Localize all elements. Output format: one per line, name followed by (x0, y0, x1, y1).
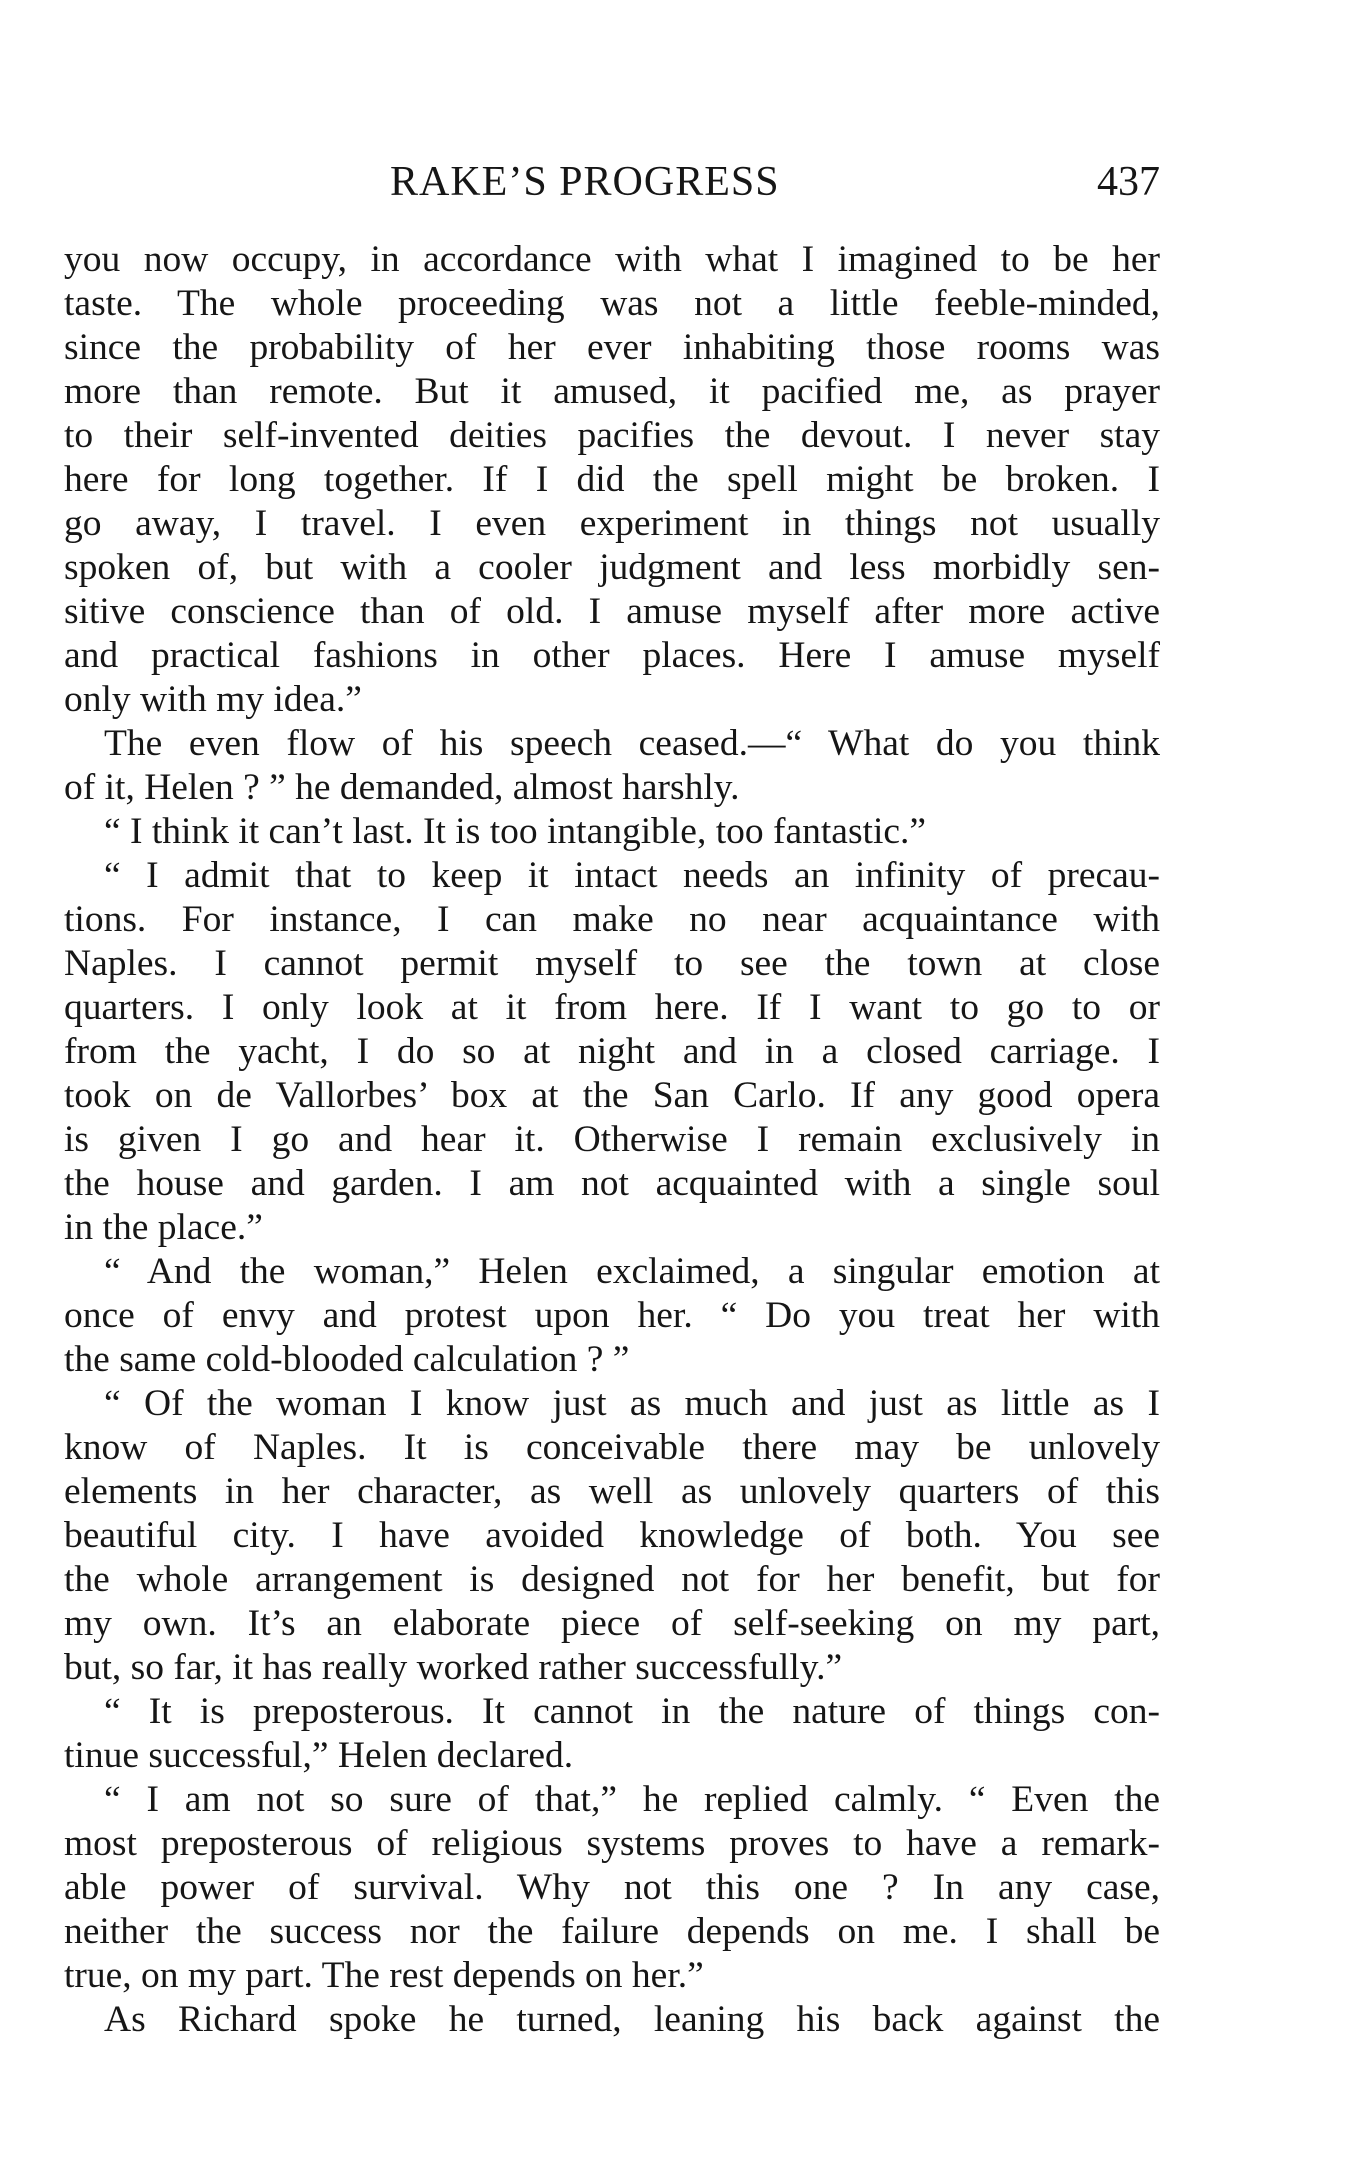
text-line: “ I am not so sure of that,” he replied calmly. “ Even the (104, 1779, 1160, 1820)
text-line: the same cold-blooded calculation ? ” (64, 1339, 630, 1380)
text-line: “ It is preposterous. It cannot in the nature of things con- (104, 1691, 1160, 1732)
text-line: more than remote. But it amused, it pacified me, as prayer (64, 371, 1160, 412)
body-text (64, 238, 1160, 2042)
text-line: once of envy and protest upon her. “ Do you treat her with (64, 1295, 1160, 1336)
text-line: is given I go and hear it. Otherwise I remain exclusively in (64, 1119, 1160, 1160)
text-line: here for long together. If I did the spell might be broken. I (64, 459, 1160, 500)
text-line: beautiful city. I have avoided knowledge of both. You see (64, 1515, 1160, 1556)
text-line: “ Of the woman I know just as much and just as little as I (104, 1383, 1160, 1424)
text-line: “ I think it can’t last. It is too intangible, too fantastic.” (104, 811, 927, 852)
text-line: able power of survival. Why not this one ? In any case, (64, 1867, 1160, 1908)
text-line: neither the success nor the failure depends on me. I shall be (64, 1911, 1160, 1952)
page-header (64, 152, 1160, 212)
text-line: tions. For instance, I can make no near acquaintance with (64, 899, 1160, 940)
text-line: my own. It’s an elaborate piece of self-seeking on my part, (64, 1603, 1160, 1644)
text-line: the whole arrangement is designed not for her benefit, but for (64, 1559, 1160, 1600)
text-line: Naples. I cannot permit myself to see the town at close (64, 943, 1160, 984)
text-line: from the yacht, I do so at night and in a closed carriage. I (64, 1031, 1160, 1072)
text-line: elements in her character, as well as unlovely quarters of this (64, 1471, 1160, 1512)
text-line: of it, Helen ? ” he demanded, almost harshly. (64, 767, 740, 808)
text-line: taste. The whole proceeding was not a little feeble-minded, (64, 283, 1160, 324)
text-line: only with my idea.” (64, 679, 362, 720)
text-line: “ I admit that to keep it intact needs an infinity of precau- (104, 855, 1160, 896)
text-line: true, on my part. The rest depends on her.” (64, 1955, 704, 1996)
text-line: sitive conscience than of old. I amuse myself after more active (64, 591, 1160, 632)
text-line: you now occupy, in accordance with what I imagined to be her (64, 239, 1160, 280)
text-line: “ And the woman,” Helen exclaimed, a singular emotion at (104, 1251, 1160, 1292)
text-line: quarters. I only look at it from here. If I want to go to or (64, 987, 1160, 1028)
text-line: most preposterous of religious systems proves to have a remark- (64, 1823, 1160, 1864)
text-line: in the place.” (64, 1207, 263, 1248)
text-line: spoken of, but with a cooler judgment and less morbidly sen- (64, 547, 1160, 588)
text-line: since the probability of her ever inhabiting those rooms was (64, 327, 1160, 368)
text-line: took on de Vallorbes’ box at the San Carlo. If any good opera (64, 1075, 1160, 1116)
text-line: tinue successful,” Helen declared. (64, 1735, 574, 1776)
text-line: the house and garden. I am not acquainted with a single soul (64, 1163, 1160, 1204)
text-line: but, so far, it has really worked rather successfully.” (64, 1647, 843, 1688)
text-line: know of Naples. It is conceivable there may be unlovely (64, 1427, 1160, 1468)
text-line: As Richard spoke he turned, leaning his back against the (104, 1999, 1160, 2040)
running-title: RAKE’S PROGRESS (390, 159, 780, 205)
page-number: 437 (1097, 159, 1160, 205)
text-line: go away, I travel. I even experiment in things not usually (64, 503, 1160, 544)
text-line: to their self-invented deities pacifies the devout. I never stay (64, 415, 1160, 456)
text-line: The even flow of his speech ceased.—“ What do you think (104, 723, 1160, 764)
text-line: and practical fashions in other places. Here I amuse myself (64, 635, 1160, 676)
